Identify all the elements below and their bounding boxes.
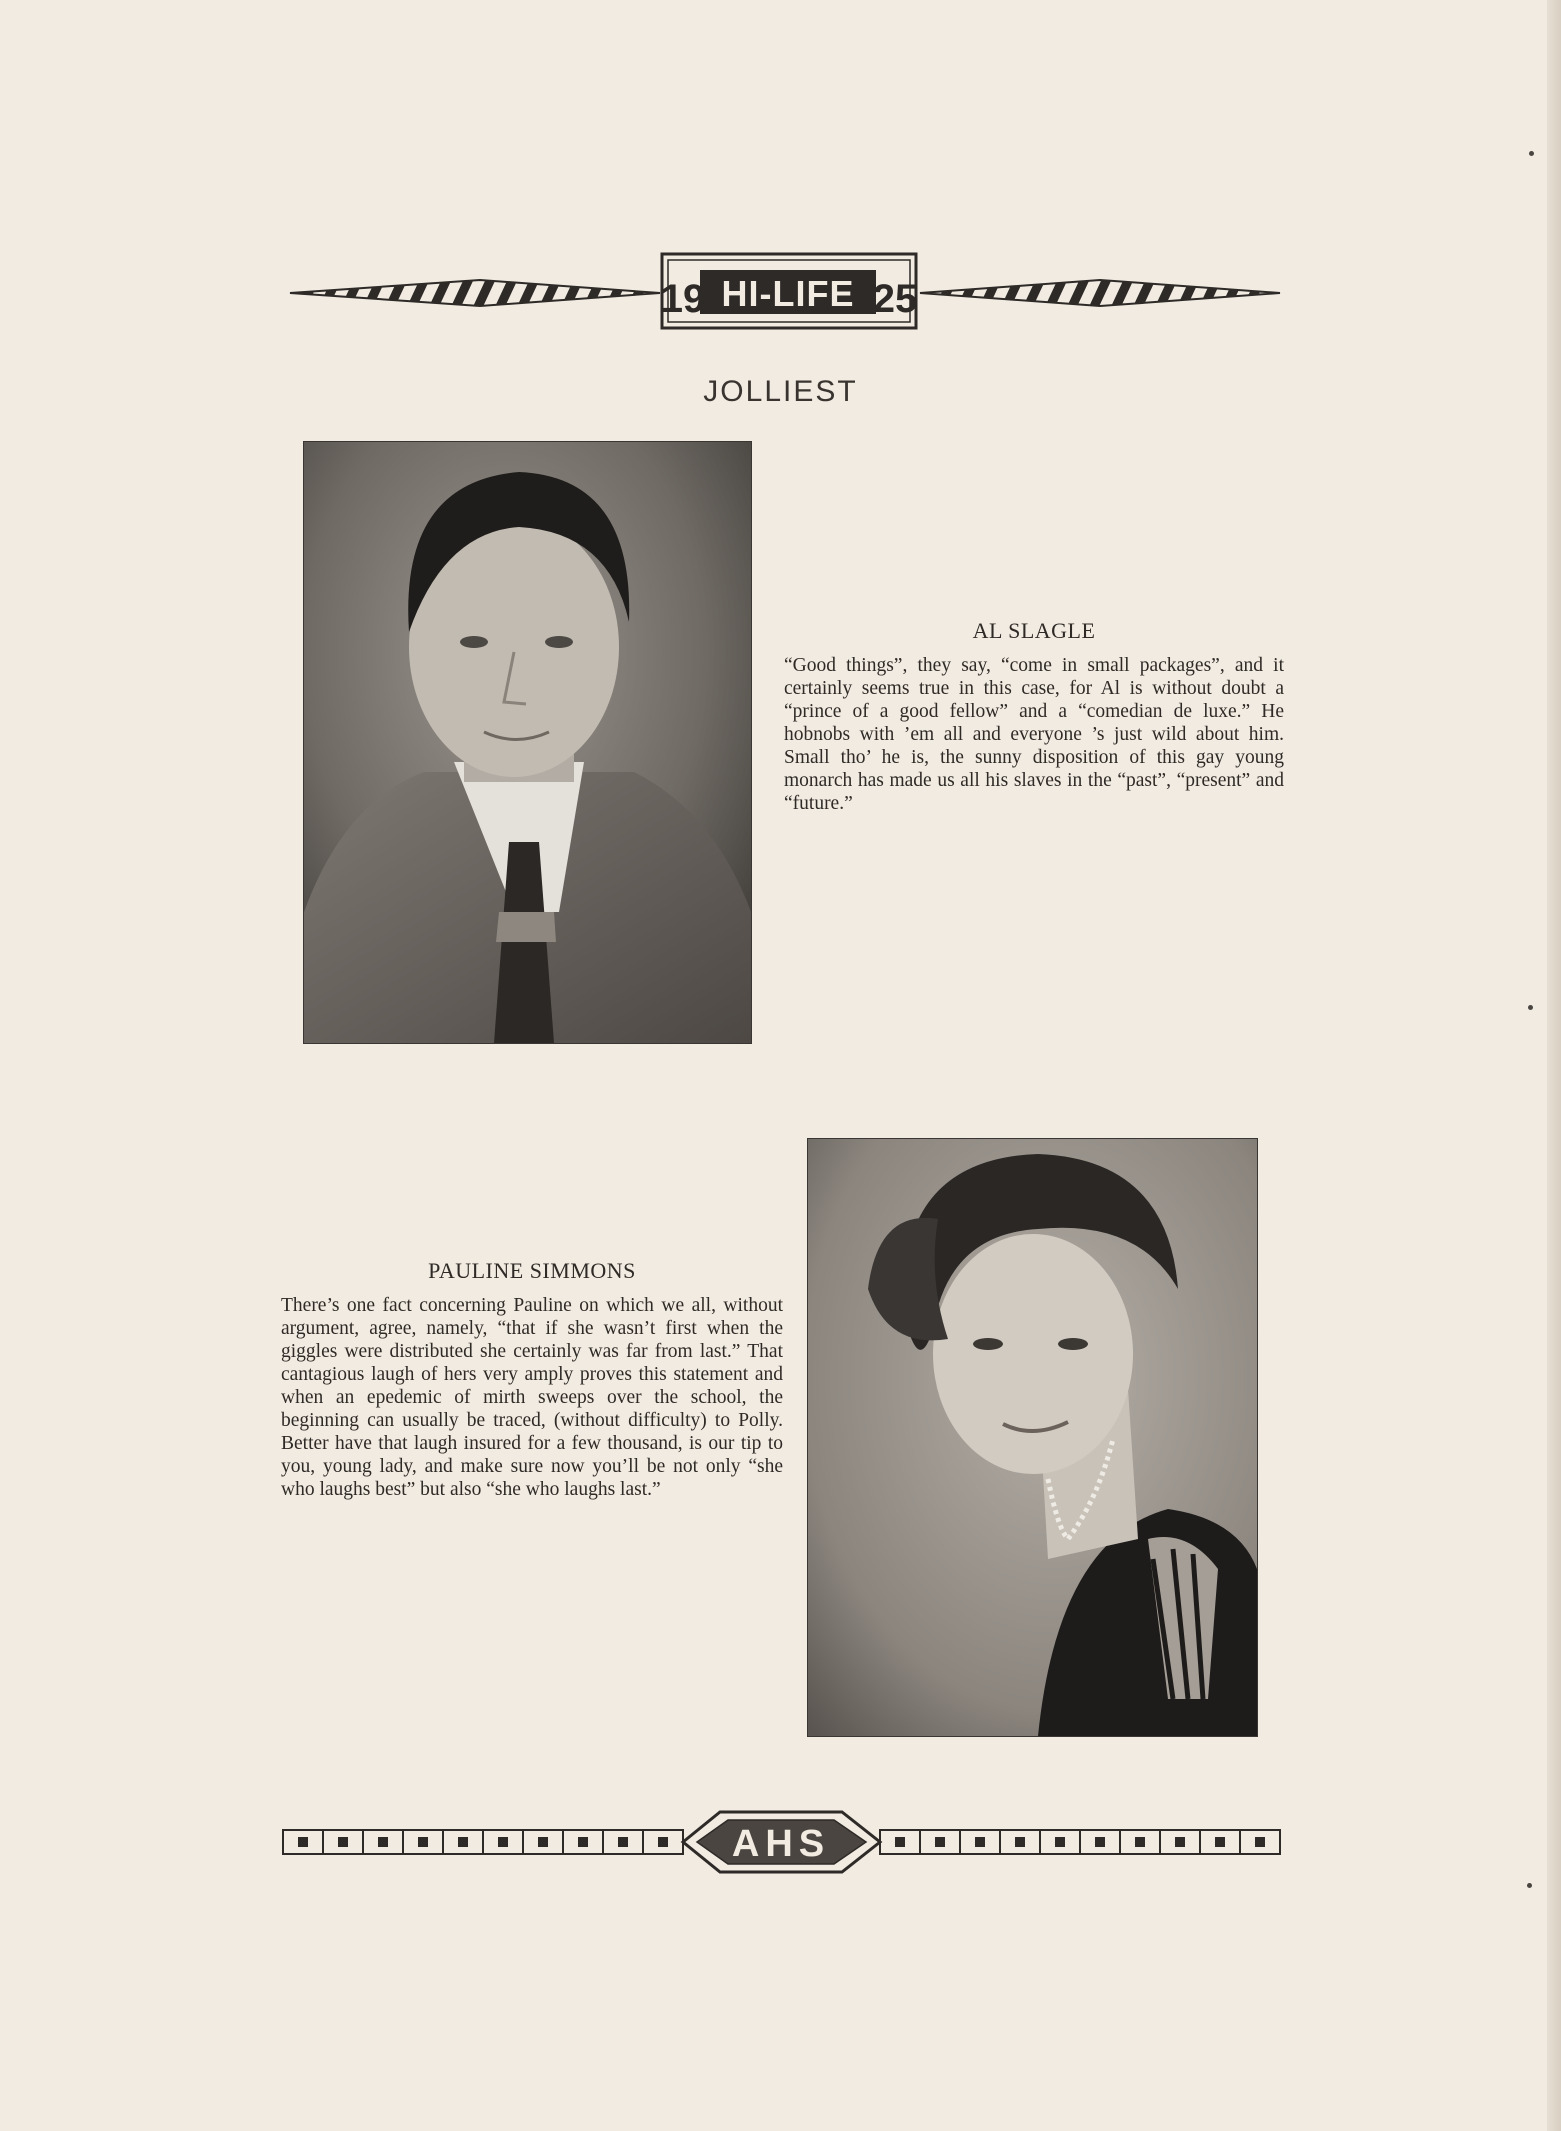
border-cell-dot bbox=[459, 1838, 467, 1846]
border-cell-dot bbox=[1016, 1838, 1024, 1846]
entry-pauline-simmons bbox=[281, 1258, 783, 1501]
border-cell-dot bbox=[1096, 1838, 1104, 1846]
margin-speck bbox=[1528, 1005, 1533, 1010]
border-cell-dot bbox=[339, 1838, 347, 1846]
hi-life-banner bbox=[0, 0, 1561, 340]
border-cell-dot bbox=[896, 1838, 904, 1846]
entry-name: PAULINE SIMMONS bbox=[428, 1258, 636, 1283]
border-cell-dot bbox=[619, 1838, 627, 1846]
border-cell-dot bbox=[419, 1838, 427, 1846]
border-cell-dot bbox=[379, 1838, 387, 1846]
portrait-al-slagle bbox=[303, 441, 752, 1044]
border-cell-dot bbox=[1176, 1838, 1184, 1846]
border-cell-dot bbox=[1256, 1838, 1264, 1846]
border-cell-dot bbox=[579, 1838, 587, 1846]
entry-description: There’s one fact concerning Pauline on which we all, without argument, agree, namely, “that if she wasn’t first when the giggles were distributed she certainly was far from last.” That cantagious laugh of hers very amply proves this statement and when an epedemic of mirth sweeps over the school, the beginning can usually be traced, (without difficulty) to Polly. Better have that laugh insured for a few thousand, is our tip to you, young lady, and make sure now you’ll be not only “she who laughs best” but also “she who laughs last.” bbox=[281, 1295, 783, 1500]
border-cell-dot bbox=[659, 1838, 667, 1846]
header-ornament bbox=[0, 0, 1561, 340]
emblem-text: AHS bbox=[731, 1823, 831, 1865]
banner-year-right: 25 bbox=[872, 277, 918, 321]
border-cell-dot bbox=[1136, 1838, 1144, 1846]
margin-speck bbox=[1527, 1883, 1532, 1888]
border-cell-dot bbox=[539, 1838, 547, 1846]
entry-name: AL SLAGLE bbox=[972, 618, 1096, 643]
entry-description: “Good things”, they say, “come in small packages”, and it certainly seems true in this case, for Al is without doubt a “prince of a good fellow” and a “comedian de luxe.” He hobnobs with ’em all and everyone ’s just wild about him. Small tho’ he is, the sunny disposition of this gay young monarch has made us all his slaves in the “past”, “present” and “future.” bbox=[784, 655, 1284, 814]
section-title: JOLLIEST bbox=[703, 375, 858, 408]
border-cell-dot bbox=[1056, 1838, 1064, 1846]
border-cell-dot bbox=[1216, 1838, 1224, 1846]
ahs-border bbox=[0, 1800, 1561, 1900]
border-cell-dot bbox=[499, 1838, 507, 1846]
margin-speck bbox=[1529, 151, 1534, 156]
footer-ornament bbox=[0, 1800, 1561, 1900]
banner-title: HI-LIFE bbox=[721, 273, 855, 314]
border-cell-dot bbox=[299, 1838, 307, 1846]
border-cell-dot bbox=[936, 1838, 944, 1846]
banner-year-left: 19 bbox=[660, 277, 706, 321]
portrait-pauline-simmons bbox=[807, 1138, 1258, 1737]
border-cell-dot bbox=[976, 1838, 984, 1846]
right-striped-diamond bbox=[920, 280, 1280, 306]
left-striped-diamond bbox=[290, 280, 660, 306]
entry-al-slagle bbox=[784, 618, 1284, 815]
